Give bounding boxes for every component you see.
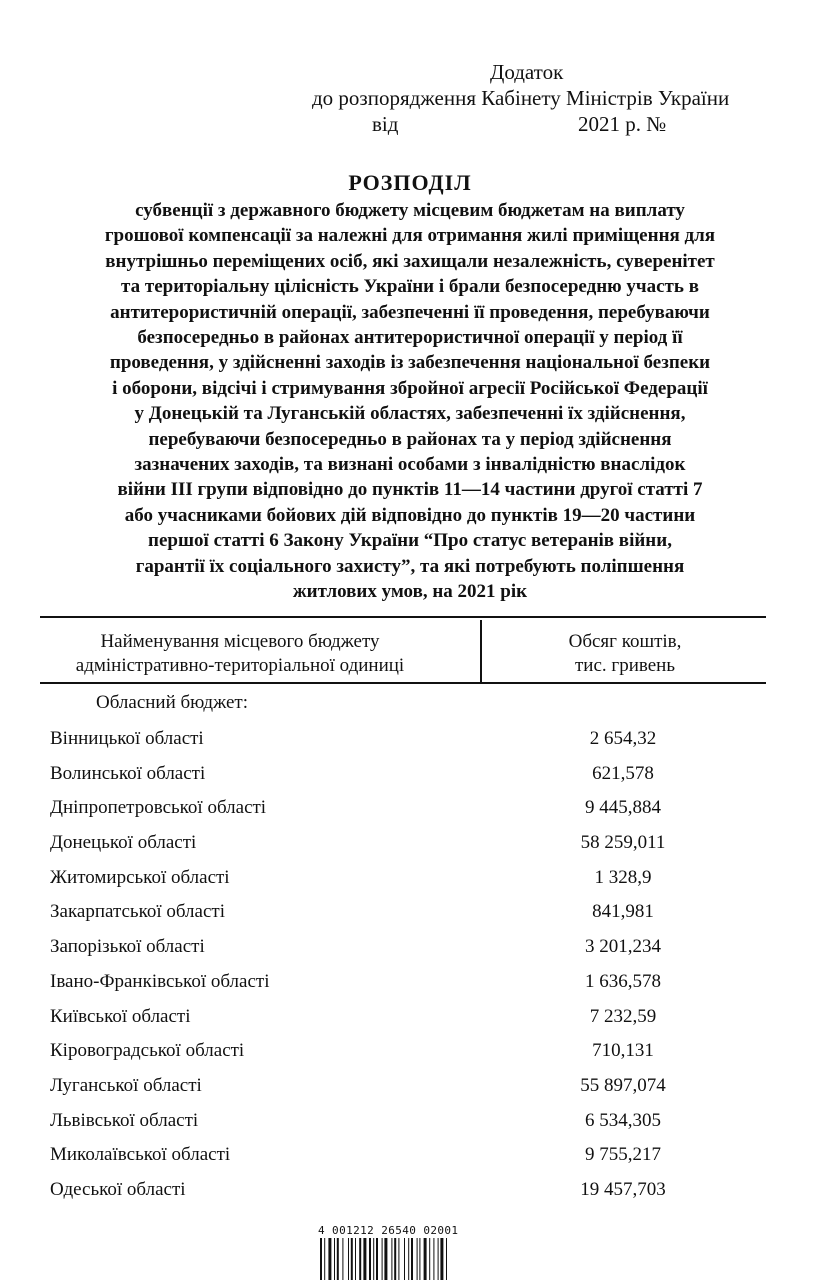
amount-value: 7 232,59 <box>589 1005 657 1027</box>
barcode-bar <box>384 1238 387 1280</box>
header-amount-line2: тис. гривень <box>575 655 675 676</box>
barcode-bar <box>348 1238 349 1280</box>
barcode-bar <box>394 1238 396 1280</box>
barcode-bar <box>334 1238 335 1280</box>
table-row <box>40 861 766 896</box>
appendix-header <box>0 0 836 150</box>
amount-value: 9 755,217 <box>585 1144 661 1166</box>
subtitle-line: безпосередньо в районах антитерористичної операції у період її <box>137 327 683 349</box>
barcode-bar <box>342 1238 343 1280</box>
table-row <box>40 722 766 757</box>
subtitle-line: зазначених заходів, та визнані особами з інвалідністю внаслідок <box>134 454 686 476</box>
barcode-bar <box>446 1238 447 1280</box>
table-top-rule <box>40 616 766 618</box>
region-name: Вінницької області <box>50 728 204 749</box>
subtitle-line: і оборони, відсічі і стримування збройної агресії Російської Федерації <box>112 377 708 399</box>
appendix-reference: до розпорядження Кабінету Міністрів України <box>312 86 730 110</box>
table-row <box>40 1000 766 1035</box>
amount-value: 2 654,32 <box>589 728 657 749</box>
region-name: Луганської області <box>50 1074 202 1096</box>
barcode-bar <box>433 1238 434 1280</box>
table-row <box>40 1173 766 1208</box>
barcode-bar <box>419 1238 420 1280</box>
subtitle-line: перебуваючи безпосередньо в районах та у період здійснення <box>148 428 672 450</box>
barcode-bar <box>355 1238 356 1280</box>
region-name: Миколаївської області <box>50 1144 231 1166</box>
subtitle-line: у Донецькій та Луганській областях, забезпеченні їх здійснення, <box>134 403 686 425</box>
document-subtitle <box>40 198 780 605</box>
table-row <box>40 1138 766 1173</box>
appendix-label: Додаток <box>490 60 564 84</box>
table-row <box>40 791 766 826</box>
region-name: Дніпропетровської області <box>50 797 267 819</box>
barcode-bar <box>429 1238 430 1280</box>
table-row <box>40 895 766 930</box>
barcode-bar <box>373 1238 374 1280</box>
header-divider <box>480 620 482 684</box>
table-row <box>40 1034 766 1069</box>
table-body <box>40 722 766 1208</box>
barcode-bar <box>376 1238 378 1280</box>
region-name: Запорізької області <box>50 936 205 958</box>
region-name: Львівської області <box>50 1109 199 1131</box>
region-name: Закарпатської області <box>50 901 225 923</box>
subtitle-line: першої статті 6 Закону України “Про статус ветеранів війни, <box>148 530 672 552</box>
subtitle-line: грошової компенсації за належні для отримання жилі приміщення для <box>104 225 716 247</box>
barcode-bar <box>363 1238 366 1280</box>
amount-value: 1 636,578 <box>585 970 661 992</box>
header-amount-line1: Обсяг коштів, <box>568 631 682 652</box>
region-name: Житомирської області <box>50 866 230 888</box>
header-amount <box>484 620 766 678</box>
barcode-bar <box>320 1238 322 1280</box>
document-title-block <box>40 170 780 605</box>
region-name: Івано-Франківської області <box>50 970 270 992</box>
barcode <box>318 1224 494 1280</box>
barcode-bar <box>382 1238 383 1280</box>
barcode-bar <box>359 1238 361 1280</box>
barcode-bars <box>318 1238 494 1280</box>
amount-value: 58 259,011 <box>580 832 666 854</box>
barcode-bar <box>328 1238 331 1280</box>
barcode-digits: 4 001212 26540 02001 <box>318 1224 459 1237</box>
subtitle-line: гарантії їх соціального захисту”, та які потребують поліпшення <box>135 555 685 577</box>
appendix-date-label: від <box>372 112 399 136</box>
section-label: Обласний бюджет: <box>96 692 248 713</box>
table-row <box>40 1104 766 1139</box>
table-row <box>40 965 766 1000</box>
amount-value: 841,981 <box>592 901 654 923</box>
barcode-bar <box>324 1238 325 1280</box>
subtitle-line: внутрішньо переміщених осіб, які захищали незалежність, суверенітет <box>105 250 715 272</box>
amount-value: 19 457,703 <box>580 1178 666 1200</box>
barcode-bar <box>424 1238 427 1280</box>
amount-value: 6 534,305 <box>585 1109 661 1131</box>
table-header <box>40 620 766 682</box>
amount-value: 1 328,9 <box>594 866 652 888</box>
header-budget-name-line2: адміністративно-територіальної одиниці <box>75 655 405 676</box>
table-row <box>40 1069 766 1104</box>
table-row <box>40 826 766 861</box>
barcode-bar <box>440 1238 443 1280</box>
header-budget-name <box>40 620 440 678</box>
barcode-bar <box>337 1238 339 1280</box>
region-name: Київської області <box>50 1005 191 1027</box>
subtitle-line: антитерористичній операції, забезпеченні її проведення, перебуваючи <box>110 301 710 323</box>
region-name: Кіровоградської області <box>50 1040 245 1062</box>
region-name: Волинської області <box>50 762 206 784</box>
barcode-bar <box>369 1238 371 1280</box>
subtitle-line: проведення, у здійсненні заходів із забезпечення національної безпеки <box>109 352 711 374</box>
barcode-bar <box>398 1238 399 1280</box>
amount-value: 3 201,234 <box>585 936 661 958</box>
subtitle-line: або учасниками бойових дій відповідно до пунктів 19—20 частини <box>124 504 696 526</box>
table-header-rule <box>40 682 766 684</box>
amount-value: 55 897,074 <box>580 1074 666 1096</box>
barcode-bar <box>417 1238 418 1280</box>
subtitle-line: війни III групи відповідно до пунктів 11—14 частини другої статті 7 <box>117 479 703 501</box>
barcode-bar <box>438 1238 439 1280</box>
subtitle-line: житлових умов, на 2021 рік <box>292 581 528 603</box>
barcode-bar <box>411 1238 413 1280</box>
appendix-year-number: 2021 р. № <box>578 112 667 136</box>
table-row <box>40 757 766 792</box>
amount-value: 621,578 <box>592 762 654 784</box>
region-name: Донецької області <box>50 832 197 854</box>
barcode-bar <box>408 1238 409 1280</box>
amount-value: 710,131 <box>592 1040 654 1062</box>
subtitle-line: субвенції з державного бюджету місцевим бюджетам на виплату <box>135 200 685 221</box>
amount-value: 9 445,884 <box>585 797 661 819</box>
subtitle-line: та територіальну цілісність України і брали безпосередню участь в <box>121 276 699 298</box>
barcode-bar <box>391 1238 392 1280</box>
document-title: РОЗПОДІЛ <box>348 170 472 195</box>
barcode-bar <box>404 1238 405 1280</box>
region-name: Одеської області <box>50 1178 186 1200</box>
table-row <box>40 930 766 965</box>
header-budget-name-line1: Найменування місцевого бюджету <box>100 631 380 652</box>
barcode-bar <box>351 1238 353 1280</box>
